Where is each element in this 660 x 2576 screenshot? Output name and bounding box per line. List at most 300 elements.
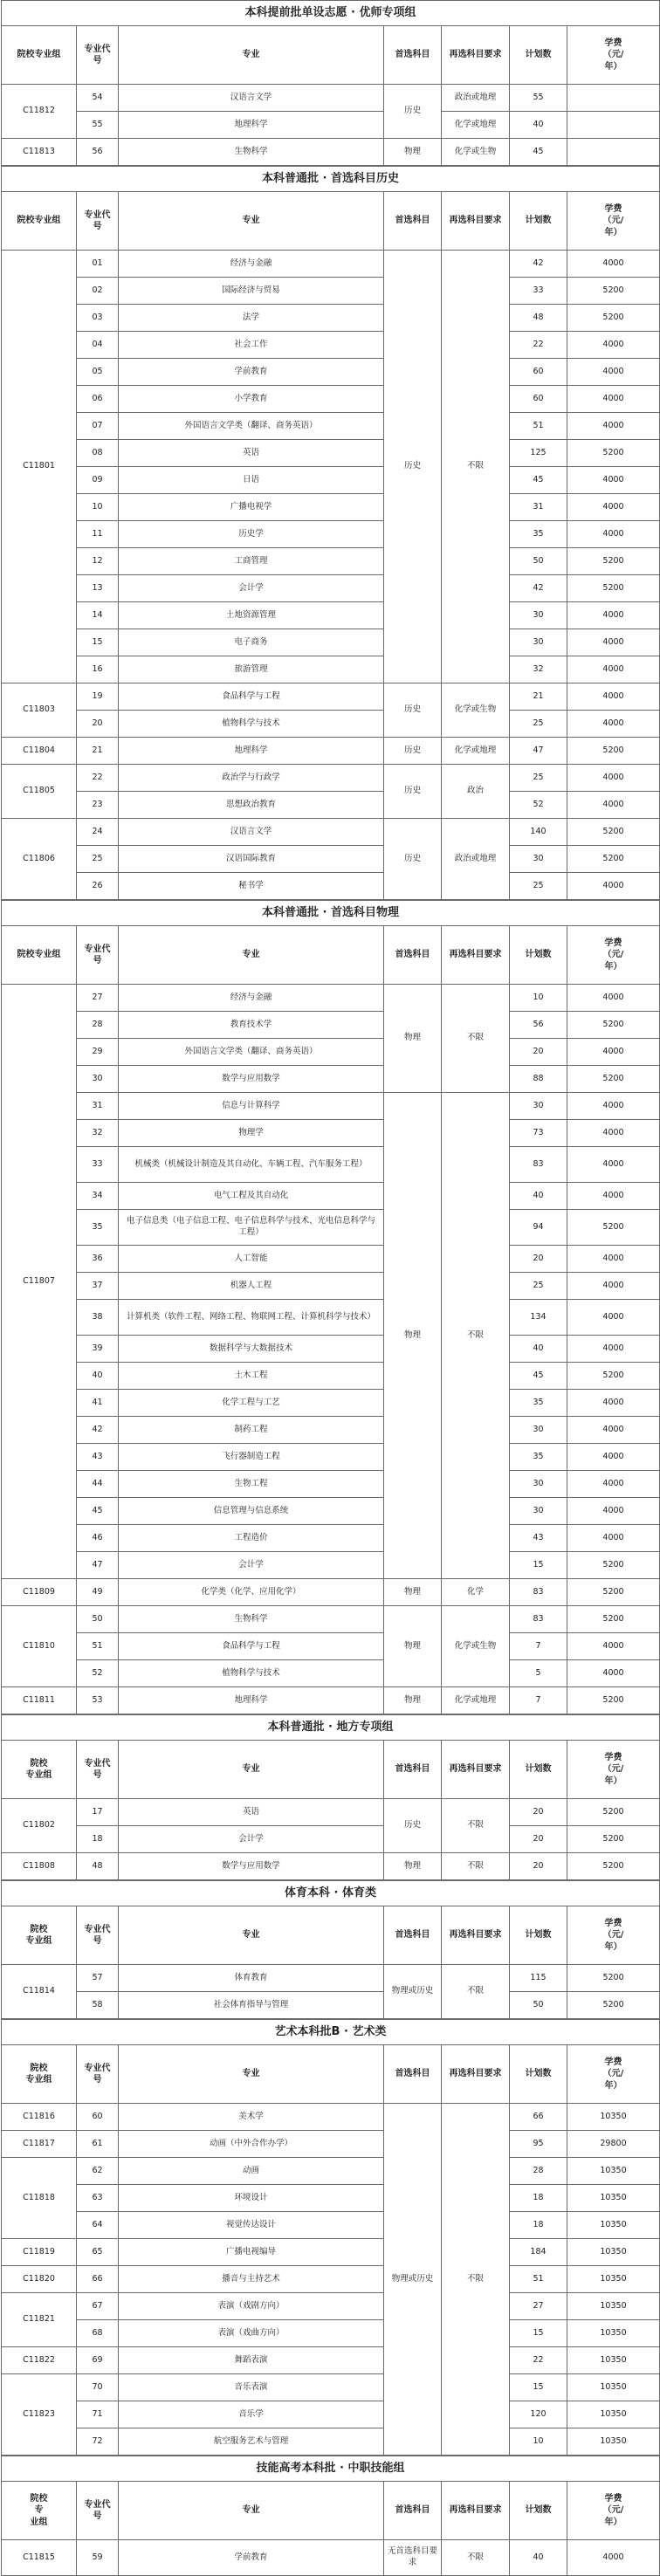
tuition-fee: 4000: [567, 1444, 660, 1471]
header-first-subject: 首选科目: [384, 2045, 442, 2104]
tuition-fee: 5200: [567, 1965, 660, 1992]
tuition-fee: 4000: [567, 1336, 660, 1363]
header-first-subject: 首选科目: [384, 192, 442, 251]
major-name: 生物科学: [119, 1606, 384, 1633]
group-code: C11806: [2, 819, 77, 900]
table-row: [2, 2347, 660, 2374]
header-row: [2, 26, 660, 85]
major-code: 16: [77, 656, 119, 683]
major-name: 秘书学: [119, 873, 384, 900]
plan-count: 40: [510, 112, 567, 139]
major-name: 生物工程: [119, 1471, 384, 1498]
header-major: 专业: [119, 26, 384, 85]
tuition-fee: 4000: [567, 1390, 660, 1417]
header-row: [2, 2045, 660, 2104]
first-subject: 历史: [384, 738, 442, 765]
major-name: 学前教育: [119, 359, 384, 386]
table-row: [2, 2540, 660, 2576]
header-fee: 学费 （元/ 年）: [567, 2045, 660, 2104]
major-name: 食品科学与工程: [119, 1633, 384, 1660]
major-name: 工程造价: [119, 1525, 384, 1552]
major-code: 70: [77, 2374, 119, 2401]
tuition-fee: 4000: [567, 1498, 660, 1525]
group-code: C11814: [2, 1965, 77, 2019]
header-plan: 计划数: [510, 192, 567, 251]
major-code: 52: [77, 1660, 119, 1687]
first-subject: 历史: [384, 1799, 442, 1853]
header-group: 院校 专业组: [2, 1741, 77, 1799]
header-fee: 学费 （元/ 年）: [567, 192, 660, 251]
tuition-fee: 5200: [567, 1552, 660, 1579]
plan-count: 42: [510, 575, 567, 602]
tuition-fee: 10350: [567, 2401, 660, 2428]
section-title: 本科普通批 · 地方专项组: [2, 1715, 660, 1741]
group-code: C11823: [2, 2374, 77, 2456]
major-name: 广播电视编导: [119, 2239, 384, 2266]
major-name: 学前教育: [119, 2540, 384, 2576]
major-name: 表演（戏剧方向）: [119, 2293, 384, 2320]
major-name: 小学教育: [119, 386, 384, 413]
tuition-fee: 4000: [567, 359, 660, 386]
section-table: [1, 900, 660, 1714]
major-name: 舞蹈表演: [119, 2347, 384, 2374]
header-plan: 计划数: [510, 2482, 567, 2540]
major-name: 经济与金融: [119, 251, 384, 278]
table-row: [2, 1336, 660, 1363]
plan-count: 45: [510, 467, 567, 494]
major-code: 69: [77, 2347, 119, 2374]
major-name: 音乐表演: [119, 2374, 384, 2401]
major-code: 30: [77, 1066, 119, 1093]
major-code: 65: [77, 2239, 119, 2266]
major-code: 39: [77, 1336, 119, 1363]
tuition-fee: 4000: [567, 873, 660, 900]
major-name: 会计学: [119, 1826, 384, 1853]
table-row: [2, 1606, 660, 1633]
header-row: [2, 1906, 660, 1965]
plan-count: 7: [510, 1687, 567, 1714]
header-row: [2, 192, 660, 251]
major-code: 15: [77, 629, 119, 656]
plan-count: 56: [510, 1012, 567, 1039]
plan-count: 83: [510, 1579, 567, 1606]
group-code: C11819: [2, 2239, 77, 2266]
first-subject: 物理: [384, 1579, 442, 1606]
header-major: 专业: [119, 192, 384, 251]
section-title-row: [2, 167, 660, 192]
major-code: 13: [77, 575, 119, 602]
plan-count: 125: [510, 440, 567, 467]
major-code: 12: [77, 548, 119, 575]
tuition-fee: 4000: [567, 629, 660, 656]
header-row: [2, 1741, 660, 1799]
second-subject: 化学或地理: [442, 112, 510, 139]
enrollment-plan-document: [1, 0, 659, 2576]
table-row: [2, 873, 660, 900]
major-code: 57: [77, 1965, 119, 1992]
major-code: 58: [77, 1992, 119, 2019]
major-name: 机械类（机械设计制造及其自动化、车辆工程、汽车服务工程）: [119, 1147, 384, 1183]
major-name: 经济与金融: [119, 985, 384, 1012]
plan-count: 40: [510, 1336, 567, 1363]
tuition-fee: 5200: [567, 1799, 660, 1826]
table-row: [2, 1444, 660, 1471]
major-code: 25: [77, 846, 119, 873]
tuition-fee: 4000: [567, 1147, 660, 1183]
major-name: 社会工作: [119, 332, 384, 359]
group-code: C11813: [2, 139, 77, 166]
major-name: 数据科学与大数据技术: [119, 1336, 384, 1363]
header-group: 院校 专业组: [2, 2045, 77, 2104]
tuition-fee: 5200: [567, 1687, 660, 1714]
tuition-fee: 4000: [567, 1417, 660, 1444]
plan-count: 40: [510, 1183, 567, 1210]
tuition-fee: 4000: [567, 656, 660, 683]
major-name: 计算机类（软件工程、网络工程、物联网工程、计算机科学与技术）: [119, 1300, 384, 1336]
major-code: 04: [77, 332, 119, 359]
header-code: 专业代 号: [77, 192, 119, 251]
major-code: 49: [77, 1579, 119, 1606]
tuition-fee: 5200: [567, 440, 660, 467]
major-code: 37: [77, 1273, 119, 1300]
table-row: [2, 548, 660, 575]
major-code: 20: [77, 711, 119, 738]
header-fee: 学费 （元/ 年）: [567, 926, 660, 985]
header-group: 院校 专业组: [2, 1906, 77, 1965]
tuition-fee: 5200: [567, 548, 660, 575]
table-row: [2, 2401, 660, 2428]
major-code: 44: [77, 1471, 119, 1498]
table-row: [2, 1183, 660, 1210]
major-name: 生物科学: [119, 139, 384, 166]
header-second-subject: 再选科目要求: [442, 1741, 510, 1799]
plan-count: 140: [510, 819, 567, 846]
header-first-subject: 首选科目: [384, 26, 442, 85]
major-name: 环境设计: [119, 2185, 384, 2212]
header-code: 专业代 号: [77, 1906, 119, 1965]
tuition-fee: 29800: [567, 2131, 660, 2158]
major-code: 07: [77, 413, 119, 440]
header-code: 专业代 号: [77, 2482, 119, 2540]
tuition-fee: 4000: [567, 494, 660, 521]
table-row: [2, 575, 660, 602]
major-code: 68: [77, 2320, 119, 2347]
tuition-fee: 5200: [567, 1066, 660, 1093]
tuition-fee: 5200: [567, 819, 660, 846]
section-title-row: [2, 2456, 660, 2482]
tuition-fee: 4000: [567, 1471, 660, 1498]
header-plan: 计划数: [510, 2045, 567, 2104]
plan-count: 95: [510, 2131, 567, 2158]
tuition-fee: 4000: [567, 1660, 660, 1687]
major-code: 47: [77, 1552, 119, 1579]
header-major: 专业: [119, 1741, 384, 1799]
plan-count: 10: [510, 985, 567, 1012]
header-second-subject: 再选科目要求: [442, 1906, 510, 1965]
plan-count: 22: [510, 332, 567, 359]
major-code: 32: [77, 1120, 119, 1147]
tuition-fee: 4000: [567, 332, 660, 359]
table-row: [2, 2239, 660, 2266]
section-title: 艺术本科批B · 艺术类: [2, 2020, 660, 2045]
tuition-fee: 4000: [567, 251, 660, 278]
major-name: 政治学与行政学: [119, 765, 384, 792]
tuition-fee: 4000: [567, 985, 660, 1012]
group-code: C11808: [2, 1853, 77, 1880]
major-code: 42: [77, 1417, 119, 1444]
tuition-fee: 4000: [567, 1093, 660, 1120]
major-code: 02: [77, 278, 119, 305]
header-major: 专业: [119, 2045, 384, 2104]
plan-count: 25: [510, 1273, 567, 1300]
table-row: [2, 2428, 660, 2456]
group-code: C11805: [2, 765, 77, 819]
section-title-row: [2, 1715, 660, 1741]
plan-count: 21: [510, 683, 567, 711]
plan-count: 20: [510, 1039, 567, 1066]
major-name: 人工智能: [119, 1246, 384, 1273]
major-code: 31: [77, 1093, 119, 1120]
major-code: 59: [77, 2540, 119, 2576]
plan-count: 20: [510, 1826, 567, 1853]
second-subject: 政治或地理: [442, 85, 510, 112]
tuition-fee: 4000: [567, 1039, 660, 1066]
group-code: C11811: [2, 1687, 77, 1714]
tuition-fee: 4000: [567, 467, 660, 494]
major-name: 飞行器制造工程: [119, 1444, 384, 1471]
major-name: 外国语言文学类（翻译、商务英语）: [119, 413, 384, 440]
major-name: 航空服务艺术与管理: [119, 2428, 384, 2456]
header-row: [2, 926, 660, 985]
header-plan: 计划数: [510, 926, 567, 985]
second-subject: 化学或地理: [442, 738, 510, 765]
major-code: 23: [77, 792, 119, 819]
major-code: 26: [77, 873, 119, 900]
table-row: [2, 1210, 660, 1246]
major-code: 14: [77, 602, 119, 629]
major-name: 视觉传达设计: [119, 2212, 384, 2239]
group-code: C11818: [2, 2158, 77, 2239]
major-code: 43: [77, 1444, 119, 1471]
second-subject: 不限: [442, 2104, 510, 2456]
table-row: [2, 2374, 660, 2401]
major-name: 植物科学与技术: [119, 1660, 384, 1687]
major-name: 法学: [119, 305, 384, 332]
tuition-fee: 4000: [567, 1300, 660, 1336]
major-code: 71: [77, 2401, 119, 2428]
section-table: [1, 2019, 660, 2456]
header-second-subject: 再选科目要求: [442, 2045, 510, 2104]
major-code: 05: [77, 359, 119, 386]
plan-count: 28: [510, 2158, 567, 2185]
group-code: C11802: [2, 1799, 77, 1853]
second-subject: 不限: [442, 1799, 510, 1853]
major-name: 信息与计算科学: [119, 1093, 384, 1120]
plan-count: 40: [510, 2540, 567, 2576]
plan-count: 30: [510, 1093, 567, 1120]
group-code: C11821: [2, 2293, 77, 2347]
major-code: 53: [77, 1687, 119, 1714]
plan-count: 15: [510, 2320, 567, 2347]
section-table: [1, 2456, 660, 2576]
plan-count: 45: [510, 139, 567, 166]
group-code: C11820: [2, 2266, 77, 2293]
plan-count: 42: [510, 251, 567, 278]
tuition-fee: 5200: [567, 278, 660, 305]
table-row: [2, 1853, 660, 1880]
major-name: 食品科学与工程: [119, 683, 384, 711]
major-name: 日语: [119, 467, 384, 494]
major-name: 化学工程与工艺: [119, 1390, 384, 1417]
header-major: 专业: [119, 2482, 384, 2540]
major-name: 植物科学与技术: [119, 711, 384, 738]
plan-count: 35: [510, 1390, 567, 1417]
major-code: 19: [77, 683, 119, 711]
second-subject: 化学或生物: [442, 1606, 510, 1687]
table-row: [2, 2212, 660, 2239]
tuition-fee: 4000: [567, 1273, 660, 1300]
major-code: 22: [77, 765, 119, 792]
table-row: [2, 2131, 660, 2158]
table-row: [2, 440, 660, 467]
tuition-fee: 5200: [567, 1992, 660, 2019]
table-row: [2, 359, 660, 386]
table-row: [2, 467, 660, 494]
tuition-fee: 4000: [567, 1633, 660, 1660]
major-code: 46: [77, 1525, 119, 1552]
table-row: [2, 85, 660, 112]
tuition-fee: 4000: [567, 2540, 660, 2576]
table-row: [2, 2104, 660, 2131]
table-row: [2, 1799, 660, 1826]
major-code: 64: [77, 2212, 119, 2239]
table-row: [2, 765, 660, 792]
major-name: 英语: [119, 1799, 384, 1826]
section-title-row: [2, 901, 660, 926]
major-name: 汉语言文学: [119, 85, 384, 112]
major-name: 信息管理与信息系统: [119, 1498, 384, 1525]
group-code: C11801: [2, 251, 77, 683]
major-code: 18: [77, 1826, 119, 1853]
major-name: 会计学: [119, 1552, 384, 1579]
first-subject: 历史: [384, 765, 442, 819]
major-name: 工商管理: [119, 548, 384, 575]
table-row: [2, 1552, 660, 1579]
tuition-fee: 4000: [567, 602, 660, 629]
second-subject: 不限: [442, 1965, 510, 2019]
first-subject: 无首选科目要求: [384, 2540, 442, 2576]
major-name: 社会体育指导与管理: [119, 1992, 384, 2019]
tuition-fee: 4000: [567, 1525, 660, 1552]
major-name: 地理科学: [119, 1687, 384, 1714]
group-code: C11815: [2, 2540, 77, 2576]
plan-count: 33: [510, 278, 567, 305]
header-code: 专业代 号: [77, 926, 119, 985]
plan-count: 35: [510, 521, 567, 548]
first-subject: 历史: [384, 683, 442, 738]
tuition-fee: 5200: [567, 1363, 660, 1390]
tuition-fee: 5200: [567, 1579, 660, 1606]
tuition-fee: 10350: [567, 2239, 660, 2266]
plan-count: 18: [510, 2212, 567, 2239]
header-second-subject: 再选科目要求: [442, 926, 510, 985]
header-plan: 计划数: [510, 1741, 567, 1799]
tuition-fee: 10350: [567, 2266, 660, 2293]
table-row: [2, 1498, 660, 1525]
plan-count: 25: [510, 765, 567, 792]
plan-count: 73: [510, 1120, 567, 1147]
plan-count: 50: [510, 548, 567, 575]
major-code: 62: [77, 2158, 119, 2185]
header-group: 院校专业组: [2, 26, 77, 85]
plan-count: 27: [510, 2293, 567, 2320]
header-plan: 计划数: [510, 1906, 567, 1965]
major-name: 音乐学: [119, 2401, 384, 2428]
plan-count: 83: [510, 1606, 567, 1633]
major-code: 34: [77, 1183, 119, 1210]
major-name: 会计学: [119, 575, 384, 602]
plan-count: 50: [510, 1992, 567, 2019]
plan-count: 30: [510, 1417, 567, 1444]
plan-count: 35: [510, 1444, 567, 1471]
plan-count: 25: [510, 711, 567, 738]
major-code: 27: [77, 985, 119, 1012]
second-subject: 化学: [442, 1579, 510, 1606]
major-name: 电子商务: [119, 629, 384, 656]
major-name: 数学与应用数学: [119, 1853, 384, 1880]
first-subject: 物理或历史: [384, 2104, 442, 2456]
second-subject: 化学或生物: [442, 683, 510, 738]
major-name: 美术学: [119, 2104, 384, 2131]
tuition-fee: 4000: [567, 683, 660, 711]
major-code: 50: [77, 1606, 119, 1633]
section-title: 本科普通批 · 首选科目物理: [2, 901, 660, 926]
table-row: [2, 2293, 660, 2320]
tuition-fee: 10350: [567, 2428, 660, 2456]
major-name: 电子信息类（电子信息工程、电子信息科学与技术、光电信息科学与工程）: [119, 1210, 384, 1246]
header-fee: 学费 （元/ 年）: [567, 1741, 660, 1799]
second-subject: 政治或地理: [442, 819, 510, 900]
table-row: [2, 683, 660, 711]
section-title-row: [2, 1881, 660, 1906]
plan-count: 30: [510, 1471, 567, 1498]
table-row: [2, 738, 660, 765]
table-row: [2, 386, 660, 413]
section-table: [1, 1714, 660, 1880]
group-code: C11810: [2, 1606, 77, 1687]
second-subject: 化学或地理: [442, 1687, 510, 1714]
major-name: 汉语国际教育: [119, 846, 384, 873]
major-code: 38: [77, 1300, 119, 1336]
major-name: 土木工程: [119, 1363, 384, 1390]
tuition-fee: 4000: [567, 1120, 660, 1147]
first-subject: 历史: [384, 819, 442, 900]
major-name: 地理科学: [119, 738, 384, 765]
major-name: 国际经济与贸易: [119, 278, 384, 305]
table-row: [2, 112, 660, 139]
group-code: C11809: [2, 1579, 77, 1606]
plan-count: 30: [510, 846, 567, 873]
plan-count: 94: [510, 1210, 567, 1246]
table-row: [2, 656, 660, 683]
major-code: 21: [77, 738, 119, 765]
major-code: 33: [77, 1147, 119, 1183]
tuition-fee: 5200: [567, 1210, 660, 1246]
header-second-subject: 再选科目要求: [442, 2482, 510, 2540]
header-second-subject: 再选科目要求: [442, 192, 510, 251]
table-row: [2, 521, 660, 548]
table-row: [2, 819, 660, 846]
